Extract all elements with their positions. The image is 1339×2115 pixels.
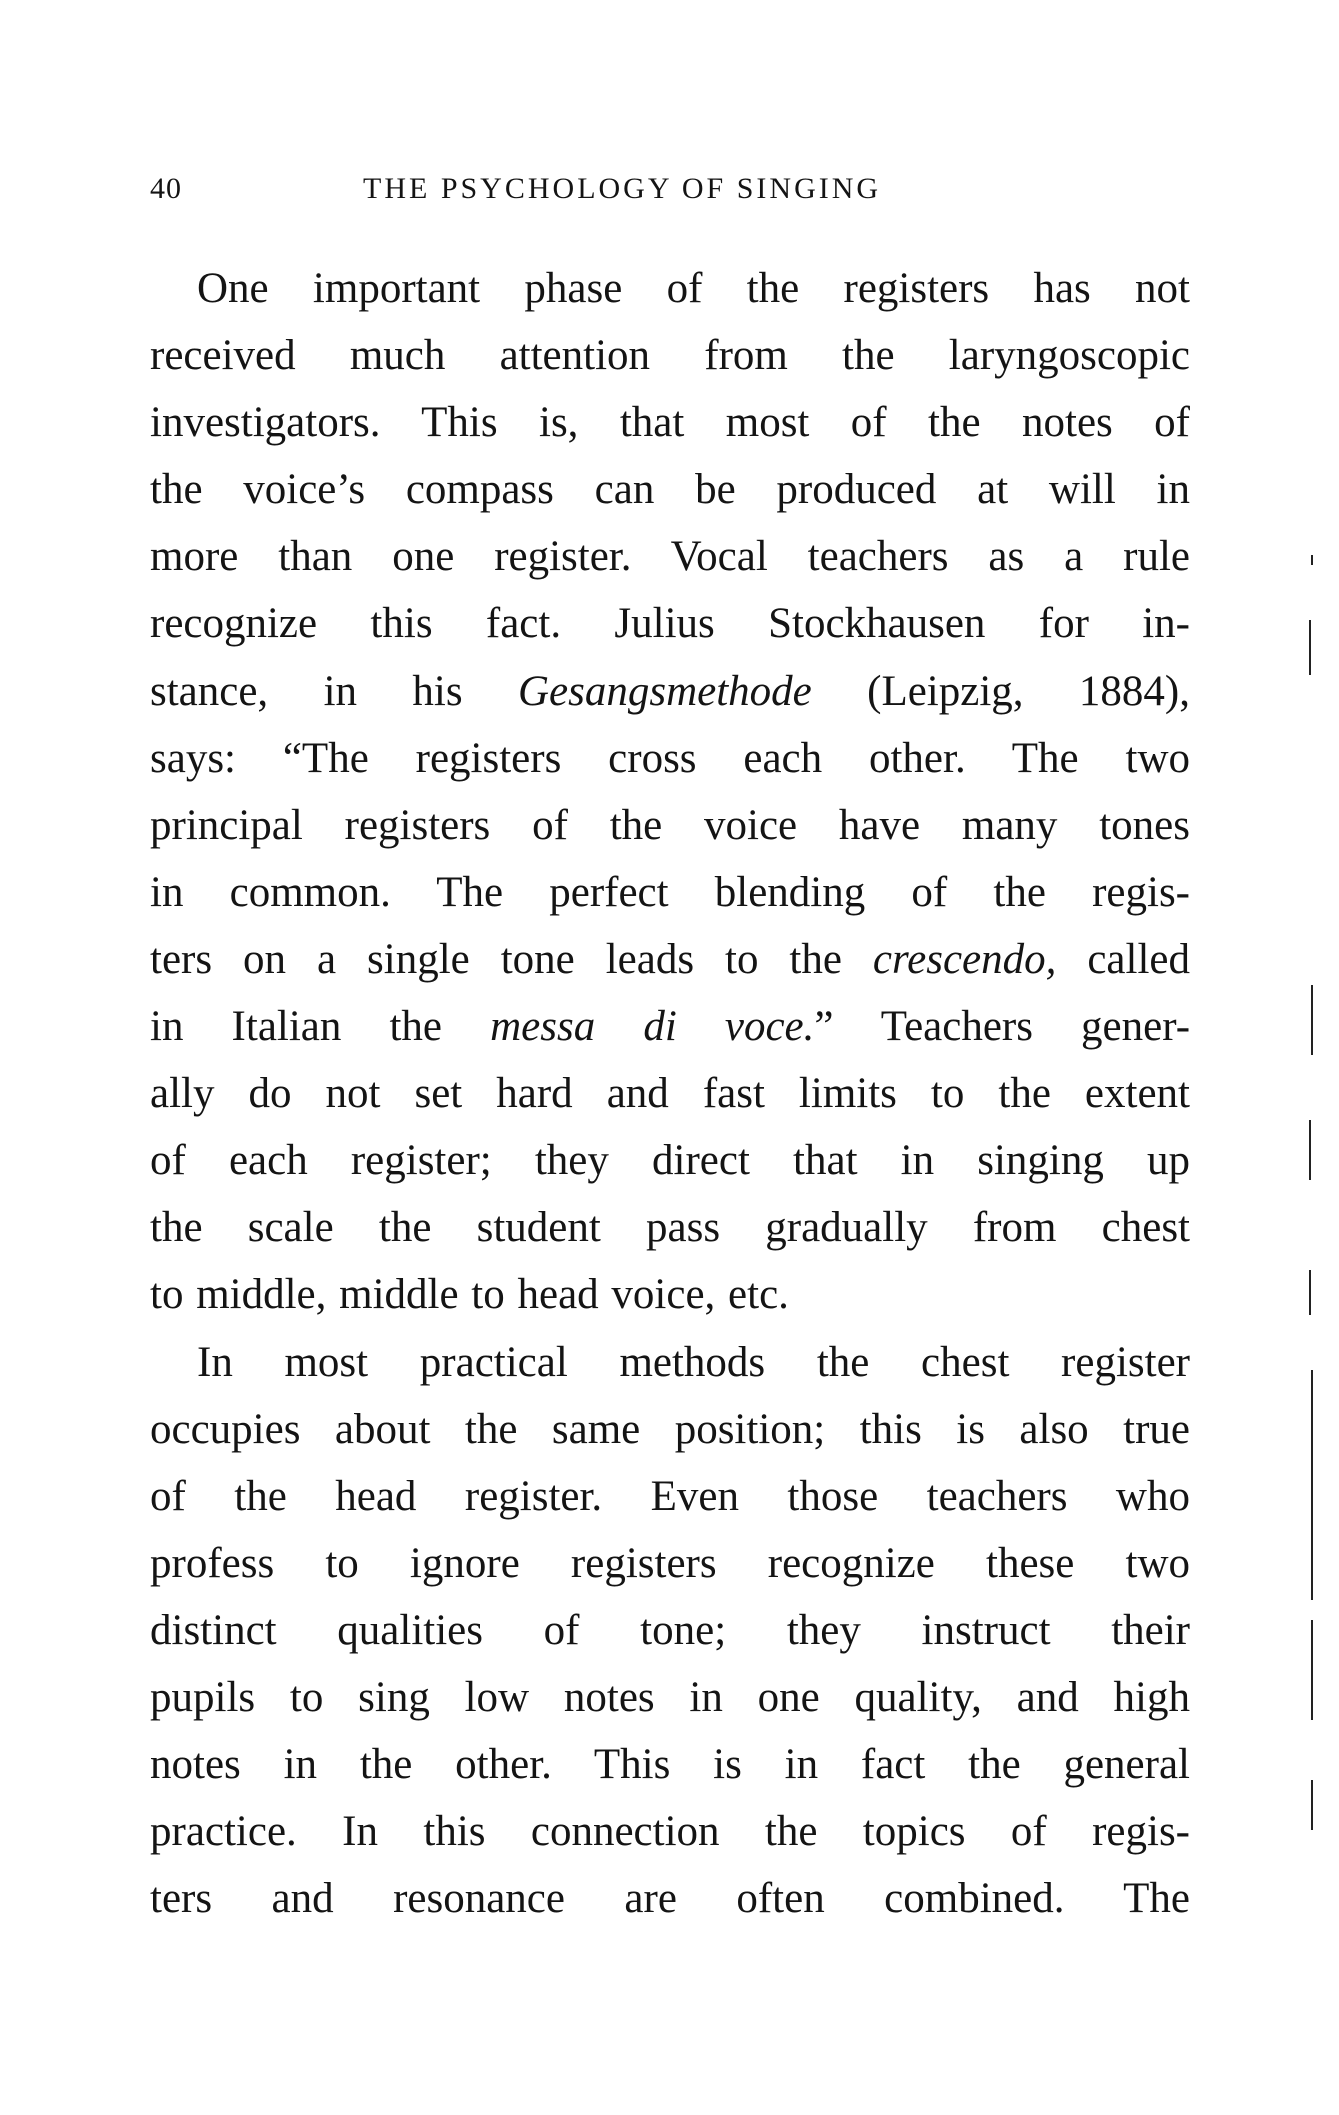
scan-artifact [1309,620,1311,675]
scan-artifact [1311,1370,1313,1600]
text-line: investigators. This is, that most of the notes of [150,399,1190,447]
italic-term: messa di voce. [490,1003,815,1051]
text-line: says: “The registers cross each other. The two [150,734,1190,782]
text-line: ters and resonance are often combined. The [150,1875,1190,1923]
scan-artifact [1309,1270,1311,1315]
text-line: ters on a single tone leads to the crescendo, called [150,935,1190,983]
text-line: principal registers of the voice have many tones [150,801,1190,849]
paragraph-1 [150,255,1190,1329]
text-line: ally do not set hard and fast limits to the extent [150,1070,1190,1118]
text-line: in common. The perfect blending of the regis- [150,868,1190,916]
italic-title: Gesangsmethode [517,667,812,715]
running-head: THE PSYCHOLOGY OF SINGING [363,172,882,205]
body-text [150,255,1190,1932]
scan-artifact [1311,1780,1313,1830]
scan-artifact [1311,555,1313,565]
text-line: the voice’s compass can be produced at will in [150,466,1190,514]
page-header [150,172,1190,222]
text-line: practice. In this connection the topics of regis- [150,1808,1190,1856]
scan-edge-marks [1299,0,1339,2115]
text-line: the scale the student pass gradually from chest [150,1204,1190,1252]
text-line: of the head register. Even those teachers who [150,1472,1190,1520]
text-line: pupils to sing low notes in one quality, and high [150,1673,1190,1721]
text-line: more than one register. Vocal teachers as a rule [150,533,1190,581]
text-line: notes in the other. This is in fact the general [150,1741,1190,1789]
text-line: distinct qualities of tone; they instruct their [150,1606,1190,1654]
scan-artifact [1309,1120,1311,1180]
scan-artifact [1311,985,1313,1055]
paragraph-2 [150,1329,1190,1933]
text-line: received much attention from the laryngoscopic [150,332,1190,380]
italic-term: crescendo, [872,935,1057,983]
text-line: occupies about the same position; this is also true [150,1405,1190,1453]
text-line: in Italian the messa di voce.” Teachers gener- [150,1003,1191,1051]
text-line: stance, in his Gesangsmethode (Leipzig, 1884), [150,667,1190,715]
text-line: recognize this fact. Julius Stockhausen for in- [150,600,1190,648]
text-line: of each register; they direct that in singing up [150,1137,1190,1185]
text-line: One important phase of the registers has not [197,265,1190,312]
scan-artifact [1311,1620,1313,1720]
page-number: 40 [150,172,182,205]
text-line: In most practical methods the chest register [197,1338,1190,1386]
text-line: profess to ignore registers recognize these two [150,1539,1190,1587]
text-line: to middle, middle to head voice, etc. [150,1271,789,1319]
